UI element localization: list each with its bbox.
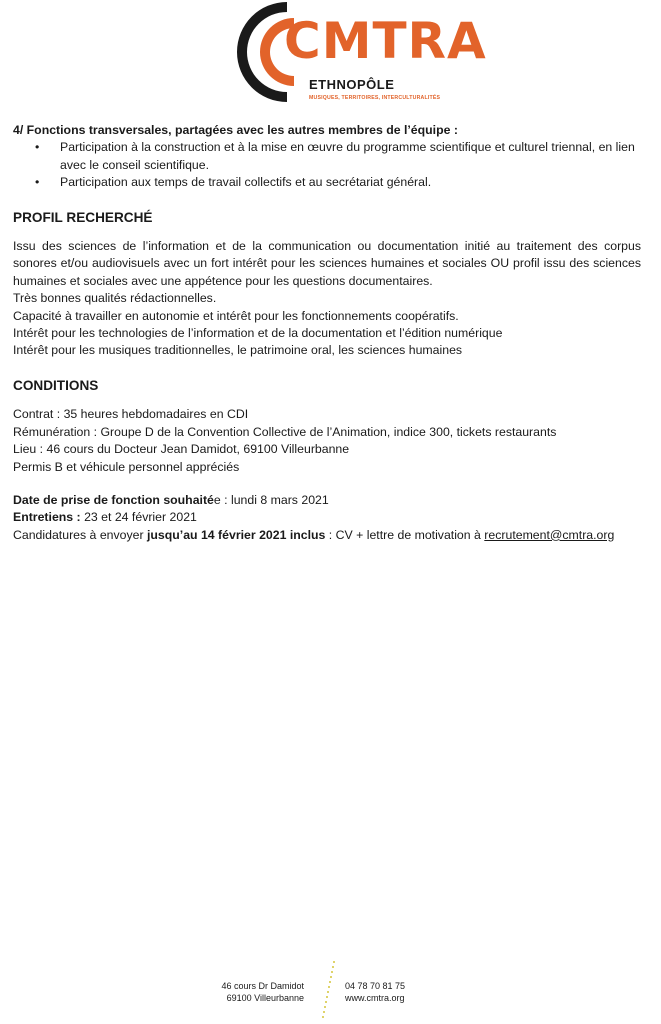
footer-address-line: 46 cours Dr Damidot [221,981,304,991]
start-date-value: e : lundi 8 mars 2021 [213,492,329,507]
interviews-label: Entretiens : [13,510,81,525]
conditions-heading: CONDITIONS [13,377,99,393]
cmtra-logo [232,0,487,108]
interviews-value: 23 et 24 février 2021 [80,510,197,525]
conditions-line: Permis B et véhicule personnel appréciés [13,459,240,474]
logo-subtitle: ETHNOPÔLE [309,77,395,92]
section-4-list [13,139,641,191]
conditions-line: Contrat : 35 heures hebdomadaires en CDI [13,407,249,422]
profil-line: Intérêt pour les technologies de l’information et de la documentation et l’édition numérique [13,326,503,341]
profil-paragraph: Issu des sciences de l’information et de la communication ou documentation initié au traitement des corpus sonores et/ou audiovisuels avec un fort intérêt pour les sciences humaines et sociales OU profil issu des sciences humaines et sociales avec une appétence pour les questions documentaires. [13,239,641,288]
document-body [13,122,641,544]
application-deadline: jusqu’au 14 février 2021 inclus [146,527,326,542]
footer-website[interactable]: www.cmtra.org [345,993,405,1003]
footer-address-line: 69100 Villeurbanne [226,993,304,1003]
application-prefix: Candidatures à envoyer [13,527,147,542]
start-date-label: Date de prise de fonction souhaité [13,492,214,507]
profil-line: Très bonnes qualités rédactionnelles. [13,291,217,306]
conditions-line: Lieu : 46 cours du Docteur Jean Damidot, 69100 Villeurbanne [13,442,350,457]
list-item: • Participation aux temps de travail collectifs et au secrétariat général. [13,174,641,191]
section-4-heading: 4/ Fonctions transversales, partagées avec les autres membres de l’équipe : [13,123,458,137]
profil-line: Intérêt pour les musiques traditionnelles, le patrimoine oral, les sciences humaines [13,343,463,358]
footer-address [221,980,304,1004]
application-line [13,527,641,544]
recruitment-email-link[interactable]: recrutement@cmtra.org [484,527,615,542]
interviews-line [13,509,641,526]
footer [0,958,661,1024]
footer-dotted-divider-icon [316,958,338,1024]
conditions-line: Rémunération : Groupe D de la Convention Collective de l’Animation, indice 300, tickets restaurants [13,424,557,439]
profil-line: Capacité à travailler en autonomie et intérêt pour les fonctionnements coopératifs. [13,308,459,323]
start-date-line [13,492,641,509]
logo-tagline: MUSIQUES, TERRITOIRES, INTERCULTURALITÉS [309,95,441,101]
footer-contact [345,980,405,1004]
application-middle: : CV + lettre de motivation à [325,527,485,542]
list-item: • Participation à la construction et à la mise en œuvre du programme scientifique et culturel triennal, en lien avec le conseil scientifique. [13,139,641,174]
footer-phone: 04 78 70 81 75 [345,981,406,991]
logo-wordmark: CMTRA [284,12,487,70]
profil-heading: PROFIL RECHERCHÉ [13,209,153,225]
